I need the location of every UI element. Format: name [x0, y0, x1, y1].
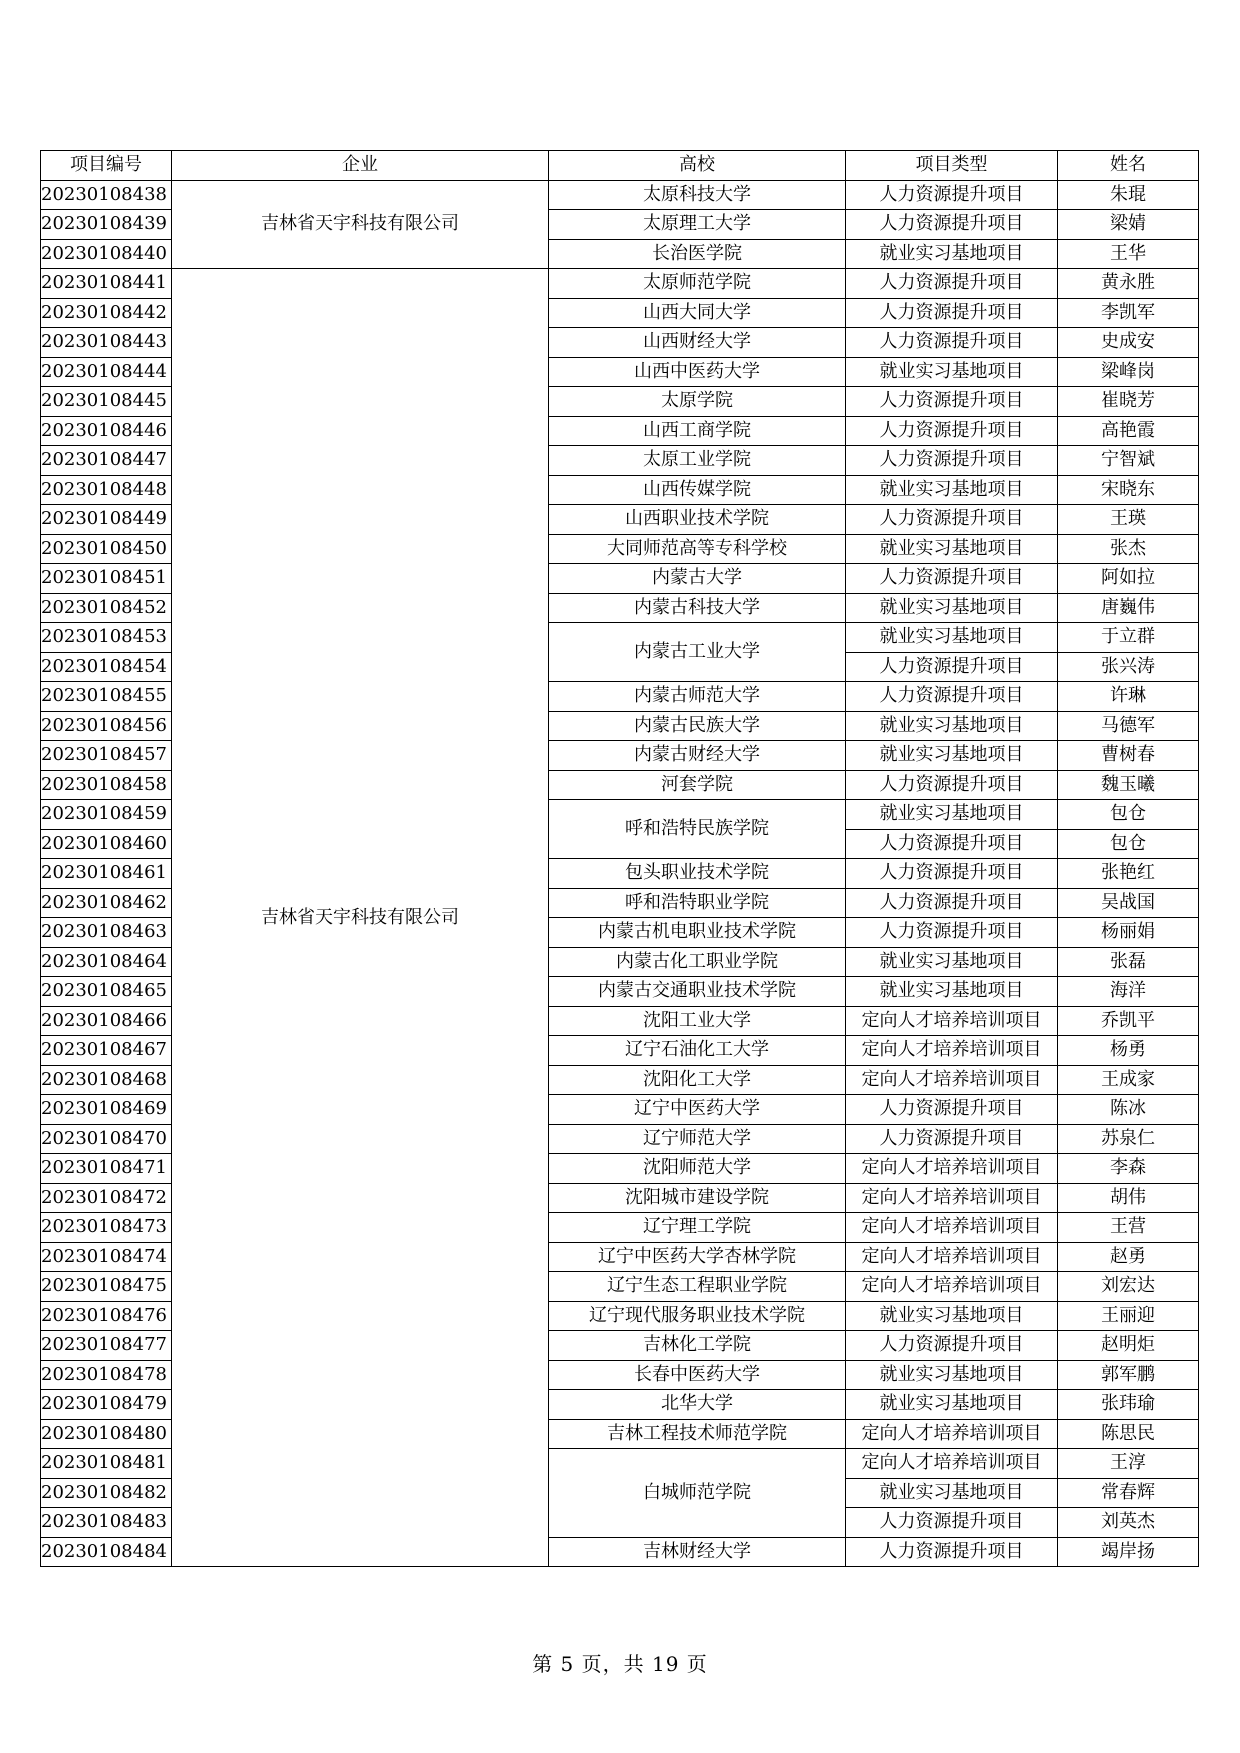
cell-name: 王营	[1057, 1213, 1198, 1243]
cell-name: 乔凯平	[1057, 1006, 1198, 1036]
cell-project-type: 人力资源提升项目	[845, 180, 1057, 210]
cell-project-type: 人力资源提升项目	[845, 1508, 1057, 1538]
cell-school: 辽宁石油化工大学	[548, 1036, 845, 1066]
cell-project-code: 20230108459	[41, 800, 172, 830]
cell-project-code: 20230108448	[41, 475, 172, 505]
cell-school: 内蒙古化工职业学院	[548, 947, 845, 977]
cell-project-code: 20230108463	[41, 918, 172, 948]
cell-project-code: 20230108483	[41, 1508, 172, 1538]
table-body	[41, 180, 1199, 1567]
header-company: 企业	[171, 151, 548, 181]
cell-school: 大同师范高等专科学校	[548, 534, 845, 564]
cell-project-code: 20230108462	[41, 888, 172, 918]
cell-project-type: 定向人才培养培训项目	[845, 1242, 1057, 1272]
cell-name: 王瑛	[1057, 505, 1198, 535]
cell-name: 宁智斌	[1057, 446, 1198, 476]
cell-project-type: 人力资源提升项目	[845, 1331, 1057, 1361]
cell-company: 吉林省天宇科技有限公司	[171, 180, 548, 269]
header-name: 姓名	[1057, 151, 1198, 181]
cell-school: 太原师范学院	[548, 269, 845, 299]
cell-project-code: 20230108470	[41, 1124, 172, 1154]
cell-school: 山西财经大学	[548, 328, 845, 358]
cell-school: 山西传媒学院	[548, 475, 845, 505]
cell-project-code: 20230108465	[41, 977, 172, 1007]
cell-project-code: 20230108484	[41, 1537, 172, 1567]
cell-project-code: 20230108440	[41, 239, 172, 269]
cell-school: 吉林化工学院	[548, 1331, 845, 1361]
cell-project-type: 人力资源提升项目	[845, 387, 1057, 417]
cell-school: 沈阳师范大学	[548, 1154, 845, 1184]
cell-project-code: 20230108445	[41, 387, 172, 417]
cell-name: 黄永胜	[1057, 269, 1198, 299]
cell-name: 包仓	[1057, 800, 1198, 830]
cell-name: 魏玉曦	[1057, 770, 1198, 800]
cell-name: 常春辉	[1057, 1478, 1198, 1508]
cell-project-type: 定向人才培养培训项目	[845, 1154, 1057, 1184]
cell-project-type: 人力资源提升项目	[845, 269, 1057, 299]
cell-school: 长治医学院	[548, 239, 845, 269]
cell-school: 辽宁生态工程职业学院	[548, 1272, 845, 1302]
cell-project-type: 定向人才培养培训项目	[845, 1006, 1057, 1036]
header-project-code: 项目编号	[41, 151, 172, 181]
cell-school: 内蒙古民族大学	[548, 711, 845, 741]
cell-project-code: 20230108479	[41, 1390, 172, 1420]
cell-project-type: 人力资源提升项目	[845, 1124, 1057, 1154]
cell-project-code: 20230108453	[41, 623, 172, 653]
cell-project-code: 20230108469	[41, 1095, 172, 1125]
cell-project-type: 人力资源提升项目	[845, 1537, 1057, 1567]
cell-school: 内蒙古财经大学	[548, 741, 845, 771]
cell-name: 杨丽娟	[1057, 918, 1198, 948]
cell-name: 杨勇	[1057, 1036, 1198, 1066]
cell-project-code: 20230108474	[41, 1242, 172, 1272]
cell-project-type: 人力资源提升项目	[845, 682, 1057, 712]
cell-name: 刘宏达	[1057, 1272, 1198, 1302]
cell-project-code: 20230108471	[41, 1154, 172, 1184]
header-school: 高校	[548, 151, 845, 181]
cell-school: 山西大同大学	[548, 298, 845, 328]
cell-name: 张艳红	[1057, 859, 1198, 889]
cell-school: 内蒙古交通职业技术学院	[548, 977, 845, 1007]
cell-project-type: 就业实习基地项目	[845, 593, 1057, 623]
table-row	[41, 180, 1199, 210]
cell-project-type: 就业实习基地项目	[845, 741, 1057, 771]
cell-project-type: 就业实习基地项目	[845, 1390, 1057, 1420]
cell-project-type: 人力资源提升项目	[845, 505, 1057, 535]
cell-project-code: 20230108447	[41, 446, 172, 476]
cell-name: 刘英杰	[1057, 1508, 1198, 1538]
cell-project-type: 人力资源提升项目	[845, 918, 1057, 948]
cell-name: 李凯军	[1057, 298, 1198, 328]
cell-project-type: 人力资源提升项目	[845, 446, 1057, 476]
cell-project-code: 20230108481	[41, 1449, 172, 1479]
cell-school: 太原科技大学	[548, 180, 845, 210]
cell-project-code: 20230108450	[41, 534, 172, 564]
cell-project-code: 20230108468	[41, 1065, 172, 1095]
cell-project-code: 20230108460	[41, 829, 172, 859]
cell-name: 张玮瑜	[1057, 1390, 1198, 1420]
cell-school: 沈阳化工大学	[548, 1065, 845, 1095]
cell-name: 吴战国	[1057, 888, 1198, 918]
cell-school: 内蒙古师范大学	[548, 682, 845, 712]
cell-school: 吉林工程技术师范学院	[548, 1419, 845, 1449]
cell-school: 呼和浩特职业学院	[548, 888, 845, 918]
cell-project-code: 20230108457	[41, 741, 172, 771]
cell-name: 曹树春	[1057, 741, 1198, 771]
cell-project-code: 20230108454	[41, 652, 172, 682]
cell-name: 陈冰	[1057, 1095, 1198, 1125]
cell-project-code: 20230108482	[41, 1478, 172, 1508]
cell-project-type: 人力资源提升项目	[845, 328, 1057, 358]
table-header-row	[41, 151, 1199, 181]
cell-name: 海洋	[1057, 977, 1198, 1007]
cell-name: 李森	[1057, 1154, 1198, 1184]
cell-project-type: 定向人才培养培训项目	[845, 1419, 1057, 1449]
cell-project-type: 就业实习基地项目	[845, 357, 1057, 387]
cell-project-code: 20230108473	[41, 1213, 172, 1243]
cell-school: 呼和浩特民族学院	[548, 800, 845, 859]
cell-name: 崔晓芳	[1057, 387, 1198, 417]
cell-name: 郭军鹏	[1057, 1360, 1198, 1390]
cell-name: 张磊	[1057, 947, 1198, 977]
cell-name: 张杰	[1057, 534, 1198, 564]
cell-project-type: 定向人才培养培训项目	[845, 1065, 1057, 1095]
cell-name: 唐巍伟	[1057, 593, 1198, 623]
cell-name: 竭岸扬	[1057, 1537, 1198, 1567]
cell-school: 辽宁中医药大学	[548, 1095, 845, 1125]
cell-name: 阿如拉	[1057, 564, 1198, 594]
table-row	[41, 269, 1199, 299]
cell-name: 苏泉仁	[1057, 1124, 1198, 1154]
cell-project-code: 20230108458	[41, 770, 172, 800]
cell-project-type: 定向人才培养培训项目	[845, 1272, 1057, 1302]
cell-school: 辽宁理工学院	[548, 1213, 845, 1243]
cell-project-code: 20230108451	[41, 564, 172, 594]
cell-project-code: 20230108455	[41, 682, 172, 712]
cell-project-type: 人力资源提升项目	[845, 564, 1057, 594]
header-project-type: 项目类型	[845, 151, 1057, 181]
cell-project-code: 20230108449	[41, 505, 172, 535]
cell-name: 赵勇	[1057, 1242, 1198, 1272]
cell-school: 包头职业技术学院	[548, 859, 845, 889]
cell-school: 白城师范学院	[548, 1449, 845, 1538]
cell-project-type: 就业实习基地项目	[845, 711, 1057, 741]
cell-name: 于立群	[1057, 623, 1198, 653]
cell-name: 高艳霞	[1057, 416, 1198, 446]
cell-school: 沈阳城市建设学院	[548, 1183, 845, 1213]
cell-name: 王丽迎	[1057, 1301, 1198, 1331]
cell-name: 宋晓东	[1057, 475, 1198, 505]
cell-project-code: 20230108443	[41, 328, 172, 358]
cell-project-type: 就业实习基地项目	[845, 1478, 1057, 1508]
cell-project-code: 20230108475	[41, 1272, 172, 1302]
cell-project-code: 20230108480	[41, 1419, 172, 1449]
cell-name: 朱琨	[1057, 180, 1198, 210]
cell-name: 包仓	[1057, 829, 1198, 859]
cell-project-code: 20230108456	[41, 711, 172, 741]
cell-project-type: 就业实习基地项目	[845, 1360, 1057, 1390]
cell-project-code: 20230108442	[41, 298, 172, 328]
cell-school: 北华大学	[548, 1390, 845, 1420]
cell-project-type: 就业实习基地项目	[845, 1301, 1057, 1331]
cell-project-type: 人力资源提升项目	[845, 888, 1057, 918]
cell-project-type: 人力资源提升项目	[845, 652, 1057, 682]
cell-project-code: 20230108452	[41, 593, 172, 623]
cell-name: 梁婧	[1057, 210, 1198, 240]
cell-project-type: 就业实习基地项目	[845, 623, 1057, 653]
cell-company: 吉林省天宇科技有限公司	[171, 269, 548, 1567]
cell-project-code: 20230108438	[41, 180, 172, 210]
cell-project-type: 人力资源提升项目	[845, 416, 1057, 446]
cell-school: 内蒙古大学	[548, 564, 845, 594]
cell-project-type: 人力资源提升项目	[845, 829, 1057, 859]
cell-project-code: 20230108467	[41, 1036, 172, 1066]
cell-school: 辽宁中医药大学杏林学院	[548, 1242, 845, 1272]
cell-name: 马德军	[1057, 711, 1198, 741]
cell-school: 内蒙古科技大学	[548, 593, 845, 623]
cell-school: 山西职业技术学院	[548, 505, 845, 535]
cell-project-code: 20230108478	[41, 1360, 172, 1390]
cell-name: 梁峰岗	[1057, 357, 1198, 387]
cell-project-code: 20230108446	[41, 416, 172, 446]
cell-school: 吉林财经大学	[548, 1537, 845, 1567]
cell-project-code: 20230108472	[41, 1183, 172, 1213]
cell-name: 张兴涛	[1057, 652, 1198, 682]
cell-school: 内蒙古机电职业技术学院	[548, 918, 845, 948]
cell-school: 内蒙古工业大学	[548, 623, 845, 682]
cell-project-type: 定向人才培养培训项目	[845, 1213, 1057, 1243]
cell-school: 辽宁师范大学	[548, 1124, 845, 1154]
cell-name: 赵明炬	[1057, 1331, 1198, 1361]
cell-project-type: 就业实习基地项目	[845, 947, 1057, 977]
cell-project-type: 定向人才培养培训项目	[845, 1449, 1057, 1479]
cell-project-code: 20230108441	[41, 269, 172, 299]
page-number-footer: 第 5 页，共 19 页	[532, 1652, 708, 1676]
cell-project-type: 就业实习基地项目	[845, 800, 1057, 830]
cell-project-type: 定向人才培养培训项目	[845, 1036, 1057, 1066]
cell-project-type: 就业实习基地项目	[845, 977, 1057, 1007]
cell-project-type: 人力资源提升项目	[845, 770, 1057, 800]
cell-project-code: 20230108444	[41, 357, 172, 387]
cell-project-code: 20230108439	[41, 210, 172, 240]
cell-project-type: 人力资源提升项目	[845, 298, 1057, 328]
cell-name: 史成安	[1057, 328, 1198, 358]
cell-project-code: 20230108464	[41, 947, 172, 977]
cell-project-code: 20230108476	[41, 1301, 172, 1331]
cell-project-type: 就业实习基地项目	[845, 475, 1057, 505]
cell-school: 河套学院	[548, 770, 845, 800]
cell-school: 辽宁现代服务职业技术学院	[548, 1301, 845, 1331]
cell-name: 陈思民	[1057, 1419, 1198, 1449]
cell-school: 沈阳工业大学	[548, 1006, 845, 1036]
cell-name: 王淳	[1057, 1449, 1198, 1479]
cell-project-type: 人力资源提升项目	[845, 210, 1057, 240]
cell-project-code: 20230108477	[41, 1331, 172, 1361]
cell-school: 长春中医药大学	[548, 1360, 845, 1390]
project-table	[40, 150, 1199, 1567]
cell-school: 山西工商学院	[548, 416, 845, 446]
cell-school: 太原理工大学	[548, 210, 845, 240]
cell-name: 王华	[1057, 239, 1198, 269]
cell-project-type: 定向人才培养培训项目	[845, 1183, 1057, 1213]
cell-name: 王成家	[1057, 1065, 1198, 1095]
cell-project-type: 人力资源提升项目	[845, 859, 1057, 889]
cell-project-code: 20230108461	[41, 859, 172, 889]
cell-project-code: 20230108466	[41, 1006, 172, 1036]
cell-project-type: 人力资源提升项目	[845, 1095, 1057, 1125]
cell-name: 许琳	[1057, 682, 1198, 712]
cell-project-type: 就业实习基地项目	[845, 534, 1057, 564]
cell-name: 胡伟	[1057, 1183, 1198, 1213]
cell-school: 太原学院	[548, 387, 845, 417]
cell-project-type: 就业实习基地项目	[845, 239, 1057, 269]
cell-school: 山西中医药大学	[548, 357, 845, 387]
cell-school: 太原工业学院	[548, 446, 845, 476]
